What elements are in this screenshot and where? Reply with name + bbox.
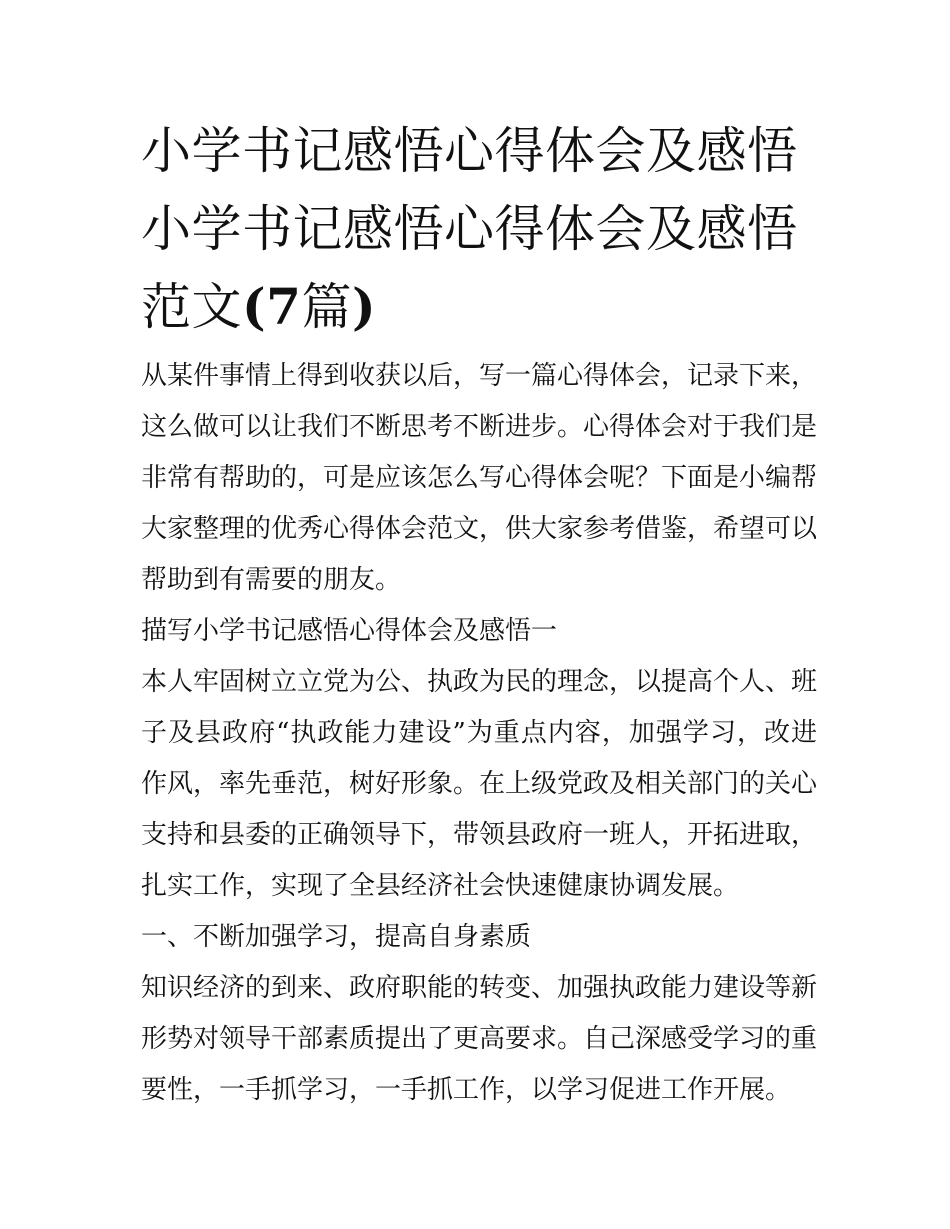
intro-paragraph: 从某件事情上得到收获以后，写一篇心得体会，记录下来，这么做可以让我们不断思考不断进步。心得体会对于我们是非常有帮助的，可是应该怎么写心得体会呢？下面是小编帮大家整理的优秀心得体会范文，供大家参考借鉴，希望可以帮助到有需要的朋友。 (141, 361, 818, 595)
title-line-2: 小学书记感悟心得体会及感悟 (141, 200, 798, 258)
title-line-3-prefix: 范文 (141, 278, 242, 336)
title-line-3-close: ) (351, 277, 377, 336)
body-paragraph-1: 本人牢固树立立党为公、执政为民的理念，以提高个人、班子及县政府“执政能力建设”为重点内容，加强学习，改进作风，率先垂范，树好形象。在上级党政及相关部门的关心支持和县委的正确领导下，带领县政府一班人，开拓进取，扎实工作，实现了全县经济社会快速健康协调发展。 (141, 667, 818, 901)
section-heading-1: 描写小学书记感悟心得体会及感悟一 (141, 616, 558, 646)
body-paragraph-2: 知识经济的到来、政府职能的转变、加强执政能力建设等新形势对领导干部素质提出了更高要求。自己深感受学习的重要性，一手抓学习，一手抓工作，以学习促进工作开展。 (141, 973, 818, 1105)
title-line-1: 小学书记感悟心得体会及感悟 (141, 122, 798, 180)
document-body (141, 351, 817, 1116)
title-line-3-count: (7 (242, 277, 302, 336)
document-title (141, 112, 821, 346)
title-line-3-suffix: 篇 (301, 278, 352, 336)
subsection-heading-1: 一、不断加强学习，提高自身素质 (141, 922, 532, 952)
